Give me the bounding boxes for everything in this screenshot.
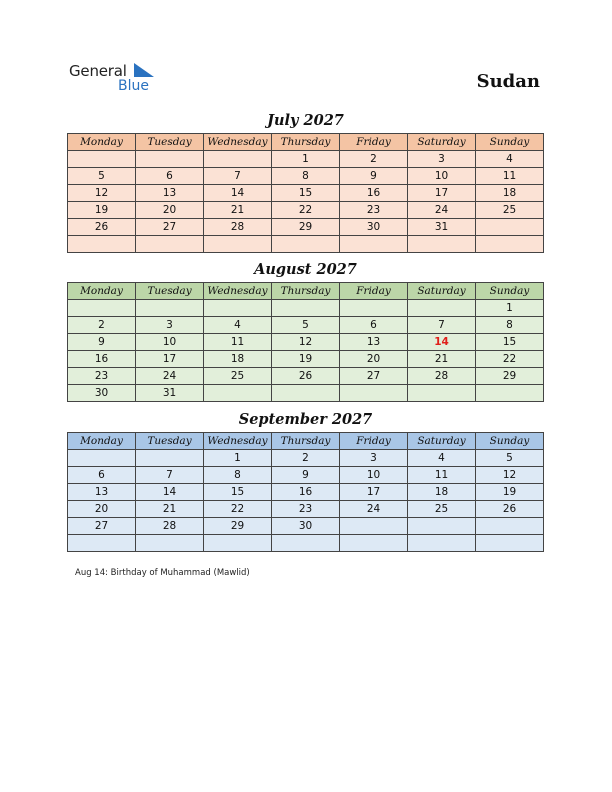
day-cell: 28 <box>136 518 204 535</box>
day-cell: 27 <box>68 518 136 535</box>
day-cell: 24 <box>340 501 408 518</box>
day-cell <box>68 535 136 552</box>
weekday-header: Wednesday <box>204 134 272 151</box>
day-cell <box>136 151 204 168</box>
day-cell: 8 <box>476 317 544 334</box>
day-cell: 12 <box>68 185 136 202</box>
day-cell <box>136 535 204 552</box>
day-cell <box>340 518 408 535</box>
day-cell: 5 <box>272 317 340 334</box>
day-cell <box>340 385 408 402</box>
weekday-header: Thursday <box>272 134 340 151</box>
day-cell: 4 <box>476 151 544 168</box>
weekday-header: Wednesday <box>204 433 272 450</box>
day-cell: 2 <box>340 151 408 168</box>
day-cell: 16 <box>340 185 408 202</box>
day-cell: 19 <box>476 484 544 501</box>
weekday-header: Sunday <box>476 283 544 300</box>
week-row <box>68 219 544 236</box>
day-cell <box>408 300 476 317</box>
day-cell: 18 <box>408 484 476 501</box>
day-cell <box>272 385 340 402</box>
day-cell <box>408 535 476 552</box>
week-row <box>68 484 544 501</box>
weekday-header: Monday <box>68 433 136 450</box>
day-cell: 13 <box>136 185 204 202</box>
day-cell: 29 <box>476 368 544 385</box>
day-cell: 11 <box>476 168 544 185</box>
day-cell: 11 <box>204 334 272 351</box>
day-cell: 13 <box>340 334 408 351</box>
day-cell <box>272 300 340 317</box>
day-cell <box>68 236 136 253</box>
day-cell: 15 <box>476 334 544 351</box>
weekday-header: Thursday <box>272 433 340 450</box>
weekday-header: Sunday <box>476 134 544 151</box>
day-cell <box>272 236 340 253</box>
weekday-header: Tuesday <box>136 433 204 450</box>
day-cell: 22 <box>272 202 340 219</box>
day-cell: 29 <box>204 518 272 535</box>
day-cell: 3 <box>408 151 476 168</box>
weekday-header: Tuesday <box>136 134 204 151</box>
calendar-september <box>67 432 544 552</box>
day-cell: 9 <box>272 467 340 484</box>
day-cell: 18 <box>204 351 272 368</box>
day-cell: 6 <box>340 317 408 334</box>
day-cell: 15 <box>204 484 272 501</box>
day-cell <box>136 450 204 467</box>
day-cell: 10 <box>136 334 204 351</box>
day-cell: 12 <box>476 467 544 484</box>
day-cell: 26 <box>476 501 544 518</box>
day-cell: 19 <box>272 351 340 368</box>
day-cell: 25 <box>204 368 272 385</box>
day-cell: 7 <box>408 317 476 334</box>
day-cell: 25 <box>476 202 544 219</box>
day-cell: 26 <box>272 368 340 385</box>
day-cell <box>204 236 272 253</box>
day-cell: 3 <box>340 450 408 467</box>
month-title-august: August 2027 <box>254 261 357 278</box>
day-cell: 28 <box>204 219 272 236</box>
day-cell: 1 <box>272 151 340 168</box>
day-cell: 22 <box>476 351 544 368</box>
day-cell: 21 <box>408 351 476 368</box>
day-cell: 6 <box>136 168 204 185</box>
day-cell: 2 <box>68 317 136 334</box>
day-cell <box>476 518 544 535</box>
day-cell <box>136 300 204 317</box>
day-cell <box>68 450 136 467</box>
day-cell: 17 <box>136 351 204 368</box>
day-cell: 30 <box>272 518 340 535</box>
day-cell <box>68 151 136 168</box>
day-cell <box>204 385 272 402</box>
week-row <box>68 202 544 219</box>
day-cell: 4 <box>408 450 476 467</box>
day-cell: 1 <box>204 450 272 467</box>
week-row <box>68 501 544 518</box>
day-cell: 19 <box>68 202 136 219</box>
day-cell: 17 <box>408 185 476 202</box>
day-cell <box>204 151 272 168</box>
day-cell: 24 <box>136 368 204 385</box>
day-cell <box>136 236 204 253</box>
weekday-header: Saturday <box>408 433 476 450</box>
day-cell: 25 <box>408 501 476 518</box>
weekday-header: Saturday <box>408 134 476 151</box>
day-cell <box>476 236 544 253</box>
day-cell: 15 <box>272 185 340 202</box>
day-cell: 6 <box>68 467 136 484</box>
month-title-july: July 2027 <box>267 112 344 129</box>
day-cell: 20 <box>340 351 408 368</box>
week-row <box>68 351 544 368</box>
day-cell: 14 <box>408 334 476 351</box>
weekday-header: Sunday <box>476 433 544 450</box>
day-cell <box>476 535 544 552</box>
weekday-header: Monday <box>68 283 136 300</box>
day-cell: 20 <box>136 202 204 219</box>
day-cell <box>272 535 340 552</box>
week-row <box>68 317 544 334</box>
day-cell: 5 <box>68 168 136 185</box>
week-row <box>68 535 544 552</box>
day-cell: 17 <box>340 484 408 501</box>
day-cell: 28 <box>408 368 476 385</box>
week-row <box>68 518 544 535</box>
day-cell <box>476 385 544 402</box>
weekday-header-row <box>68 283 544 300</box>
day-cell: 12 <box>272 334 340 351</box>
day-cell: 27 <box>340 368 408 385</box>
day-cell <box>408 385 476 402</box>
day-cell: 14 <box>204 185 272 202</box>
day-cell <box>68 300 136 317</box>
day-cell <box>340 236 408 253</box>
week-row <box>68 334 544 351</box>
weekday-header-row <box>68 433 544 450</box>
day-cell: 10 <box>408 168 476 185</box>
week-row <box>68 300 544 317</box>
day-cell <box>340 300 408 317</box>
day-cell: 9 <box>340 168 408 185</box>
day-cell: 31 <box>408 219 476 236</box>
day-cell: 23 <box>272 501 340 518</box>
day-cell: 2 <box>272 450 340 467</box>
weekday-header: Thursday <box>272 283 340 300</box>
day-cell: 27 <box>136 219 204 236</box>
month-title-september: September 2027 <box>238 411 373 428</box>
day-cell: 22 <box>204 501 272 518</box>
weekday-header: Monday <box>68 134 136 151</box>
country-name: Sudan <box>476 71 540 92</box>
day-cell: 7 <box>136 467 204 484</box>
calendar-august <box>67 282 544 402</box>
week-row <box>68 368 544 385</box>
weekday-header-row <box>68 134 544 151</box>
day-cell: 3 <box>136 317 204 334</box>
logo-general-text: General <box>69 62 127 80</box>
week-row <box>68 467 544 484</box>
calendar-july <box>67 133 544 253</box>
logo-blue-text: Blue <box>118 78 149 94</box>
week-row <box>68 450 544 467</box>
day-cell: 24 <box>408 202 476 219</box>
day-cell <box>408 518 476 535</box>
day-cell: 21 <box>204 202 272 219</box>
day-cell <box>204 300 272 317</box>
day-cell: 31 <box>136 385 204 402</box>
day-cell <box>408 236 476 253</box>
day-cell: 16 <box>68 351 136 368</box>
day-cell: 8 <box>272 168 340 185</box>
day-cell <box>340 535 408 552</box>
day-cell: 20 <box>68 501 136 518</box>
day-cell: 30 <box>68 385 136 402</box>
weekday-header: Wednesday <box>204 283 272 300</box>
day-cell: 23 <box>340 202 408 219</box>
weekday-header: Tuesday <box>136 283 204 300</box>
holiday-note: Aug 14: Birthday of Muhammad (Mawlid) <box>75 568 250 578</box>
week-row <box>68 185 544 202</box>
week-row <box>68 236 544 253</box>
day-cell: 14 <box>136 484 204 501</box>
weekday-header: Friday <box>340 433 408 450</box>
weekday-header: Friday <box>340 283 408 300</box>
day-cell: 5 <box>476 450 544 467</box>
day-cell: 23 <box>68 368 136 385</box>
logo <box>69 60 169 96</box>
day-cell <box>204 535 272 552</box>
week-row <box>68 168 544 185</box>
day-cell: 10 <box>340 467 408 484</box>
day-cell: 30 <box>340 219 408 236</box>
week-row <box>68 151 544 168</box>
day-cell: 1 <box>476 300 544 317</box>
day-cell: 26 <box>68 219 136 236</box>
day-cell: 16 <box>272 484 340 501</box>
day-cell: 13 <box>68 484 136 501</box>
day-cell: 8 <box>204 467 272 484</box>
day-cell: 21 <box>136 501 204 518</box>
logo-flag-icon <box>134 63 154 77</box>
day-cell: 4 <box>204 317 272 334</box>
day-cell <box>476 219 544 236</box>
weekday-header: Saturday <box>408 283 476 300</box>
week-row <box>68 385 544 402</box>
day-cell: 11 <box>408 467 476 484</box>
day-cell: 29 <box>272 219 340 236</box>
weekday-header: Friday <box>340 134 408 151</box>
day-cell: 7 <box>204 168 272 185</box>
day-cell: 9 <box>68 334 136 351</box>
day-cell: 18 <box>476 185 544 202</box>
